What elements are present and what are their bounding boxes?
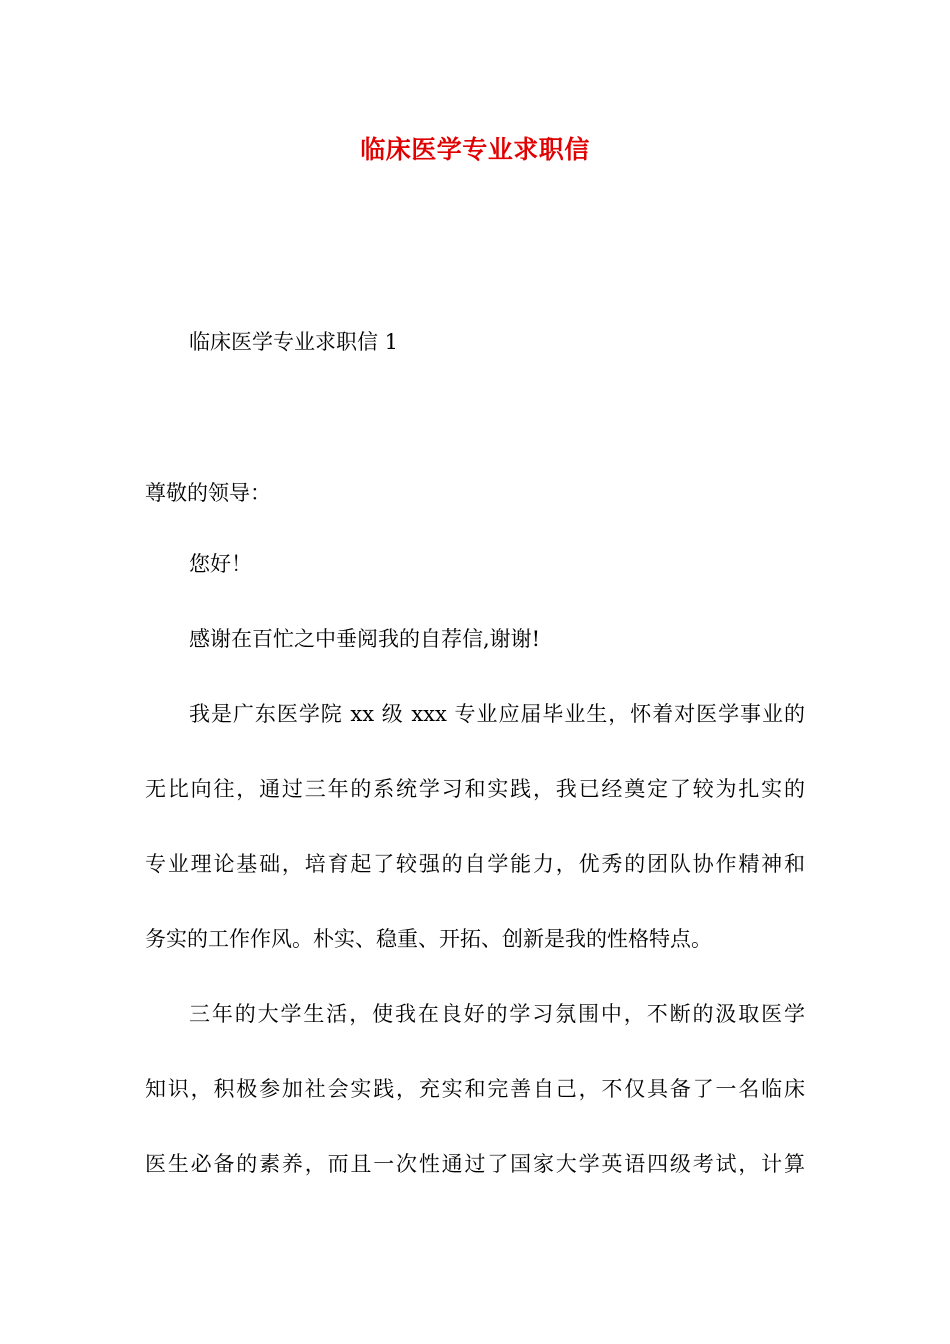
subtitle: 临床医学专业求职信 1 xyxy=(189,330,399,354)
paragraph-line: 三年的大学生活，使我在良好的学习氛围中，不断的汲取医学 xyxy=(189,1002,805,1026)
document-title: 临床医学专业求职信 xyxy=(360,135,590,164)
paragraph-line: 务实的工作作风。朴实、稳重、开拓、创新是我的性格特点。 xyxy=(145,927,712,951)
paragraph-line: 医生必备的素养，而且一次性通过了国家大学英语四级考试，计算 xyxy=(145,1152,805,1176)
paragraph-line: 我是广东医学院 xx 级 xxx 专业应届毕业生，怀着对医学事业的 xyxy=(189,702,805,726)
paragraph-line: 专业理论基础，培育起了较强的自学能力，优秀的团队协作精神和 xyxy=(145,852,805,876)
paragraph-line: 无比向往，通过三年的系统学习和实践，我已经奠定了较为扎实的 xyxy=(145,777,805,801)
greeting: 您好！ xyxy=(189,552,252,576)
salutation: 尊敬的领导： xyxy=(145,481,271,505)
paragraph-line: 知识，积极参加社会实践，充实和完善自己，不仅具备了一名临床 xyxy=(145,1077,805,1101)
thanks-line: 感谢在百忙之中垂阅我的自荐信,谢谢! xyxy=(189,627,541,651)
